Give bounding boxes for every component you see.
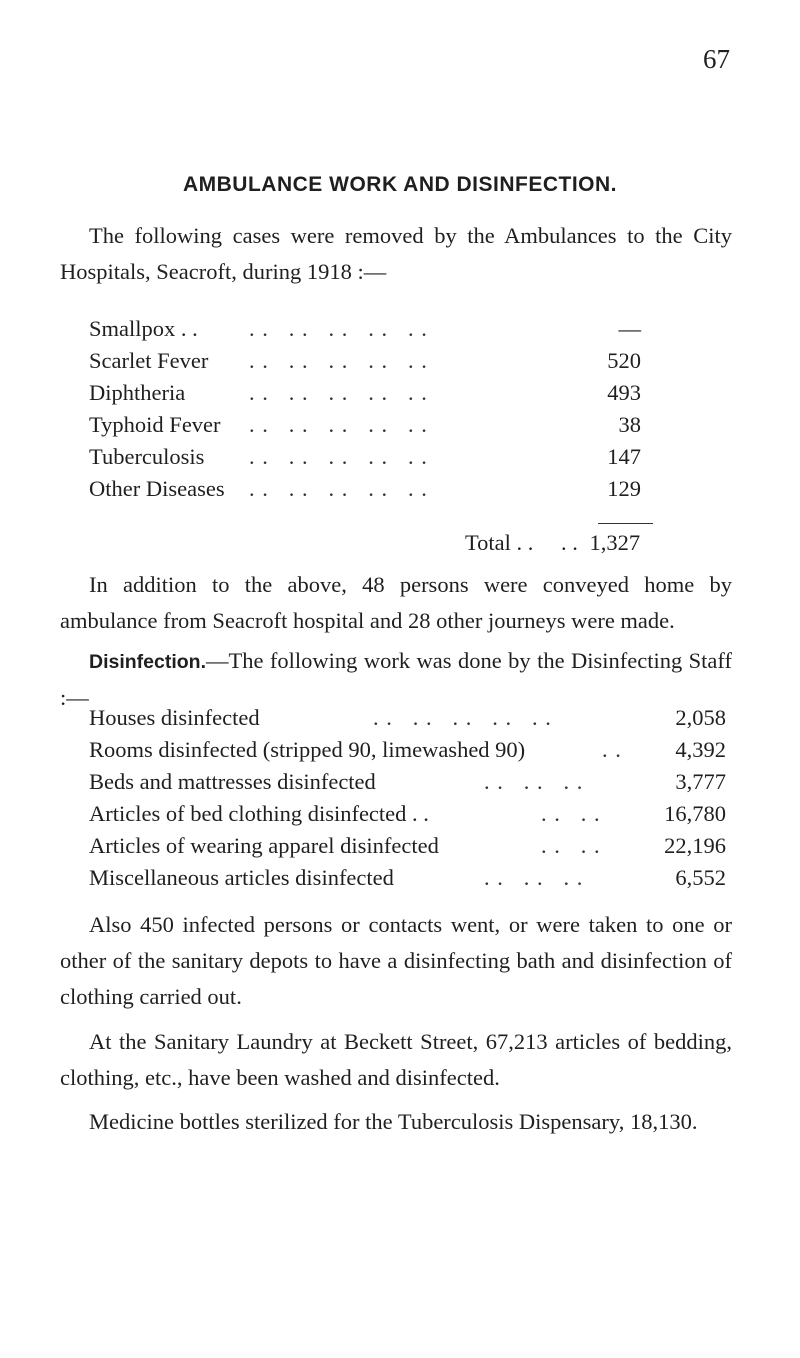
leader-dots: . . . . . . xyxy=(484,865,584,890)
leader-dots: . . . . . . . . . . xyxy=(373,705,552,730)
item-value: 2,058 xyxy=(675,705,726,730)
case-label: Scarlet Fever xyxy=(89,348,209,373)
item-value: 4,392 xyxy=(675,737,726,762)
leader-dots: . . . . xyxy=(541,801,601,826)
item-label: Miscellaneous articles disinfected xyxy=(89,865,394,890)
item-value: 3,777 xyxy=(675,769,726,794)
leader-dots: . . . . . . . . . . xyxy=(249,380,428,405)
item-label: Houses disinfected xyxy=(89,705,260,730)
case-value: 38 xyxy=(618,412,641,437)
case-value: 493 xyxy=(607,380,641,405)
case-label: Typhoid Fever xyxy=(89,412,221,437)
leader-dots: . . . . . . . . . . xyxy=(249,476,428,501)
item-label: Articles of wearing apparel disinfected xyxy=(89,833,439,858)
ambulance-intro-paragraph: The following cases were removed by the Ambulances to the City Hospitals, Seacroft, during 1918 :— xyxy=(60,223,732,284)
sanitary-laundry-paragraph: At the Sanitary Laundry at Beckett Street, 67,213 articles of bedding, clothing, etc., have been washed and disinfected. xyxy=(60,1029,732,1090)
item-label: Beds and mattresses disinfected xyxy=(89,769,376,794)
page-title: AMBULANCE WORK AND DISINFECTION. xyxy=(182,173,618,196)
case-value: 520 xyxy=(607,348,641,373)
item-label: Rooms disinfected (stripped 90, limewashed 90) xyxy=(89,737,526,762)
leader-dots: . . . . . . . . . . xyxy=(249,316,428,341)
leader-dots: . . . . . . xyxy=(484,769,584,794)
case-label: Tuberculosis xyxy=(89,444,205,469)
case-value: 147 xyxy=(607,444,641,469)
case-label: Other Diseases xyxy=(89,476,225,501)
leader-dots: . . . . . . . . . . xyxy=(249,444,428,469)
case-value: 129 xyxy=(607,476,641,501)
total-value: 1,327 xyxy=(589,530,641,555)
item-value: 22,196 xyxy=(664,833,726,858)
section-title-disinfection: Disinfection. xyxy=(89,651,207,673)
leader-dots: . . . . xyxy=(541,833,601,858)
case-label: Smallpox . . xyxy=(89,316,198,341)
leader-dots: . . xyxy=(602,737,622,762)
leader-dots: . . . . . . . . . . xyxy=(249,348,428,373)
case-value: — xyxy=(618,316,641,341)
page-number: 67 xyxy=(703,44,730,74)
total-divider xyxy=(598,523,653,524)
leader-dots: . . xyxy=(561,530,578,555)
disinfection-intro-text: —The following work was done by the Disinfecting Staff :— xyxy=(60,648,732,710)
disinfecting-bath-paragraph: Also 450 infected persons or contacts went, or were taken to one or other of the sanitary depots to have a disinfecting bath and disinfection of clothing carried out. xyxy=(60,912,732,1009)
case-label: Diphtheria xyxy=(89,380,186,405)
item-value: 6,552 xyxy=(675,865,726,890)
item-label: Articles of bed clothing disinfected . . xyxy=(89,801,429,826)
total-row xyxy=(465,530,640,556)
leader-dots: . . . . . . . . . . xyxy=(249,412,428,437)
total-label: Total . . xyxy=(465,530,534,555)
ambulance-addition-paragraph: In addition to the above, 48 persons were conveyed home by ambulance from Seacroft hospital and 28 other journeys were made. xyxy=(60,572,732,633)
item-value: 16,780 xyxy=(664,801,726,826)
medicine-bottles-paragraph: Medicine bottles sterilized for the Tuberculosis Dispensary, 18,130. xyxy=(89,1109,698,1134)
